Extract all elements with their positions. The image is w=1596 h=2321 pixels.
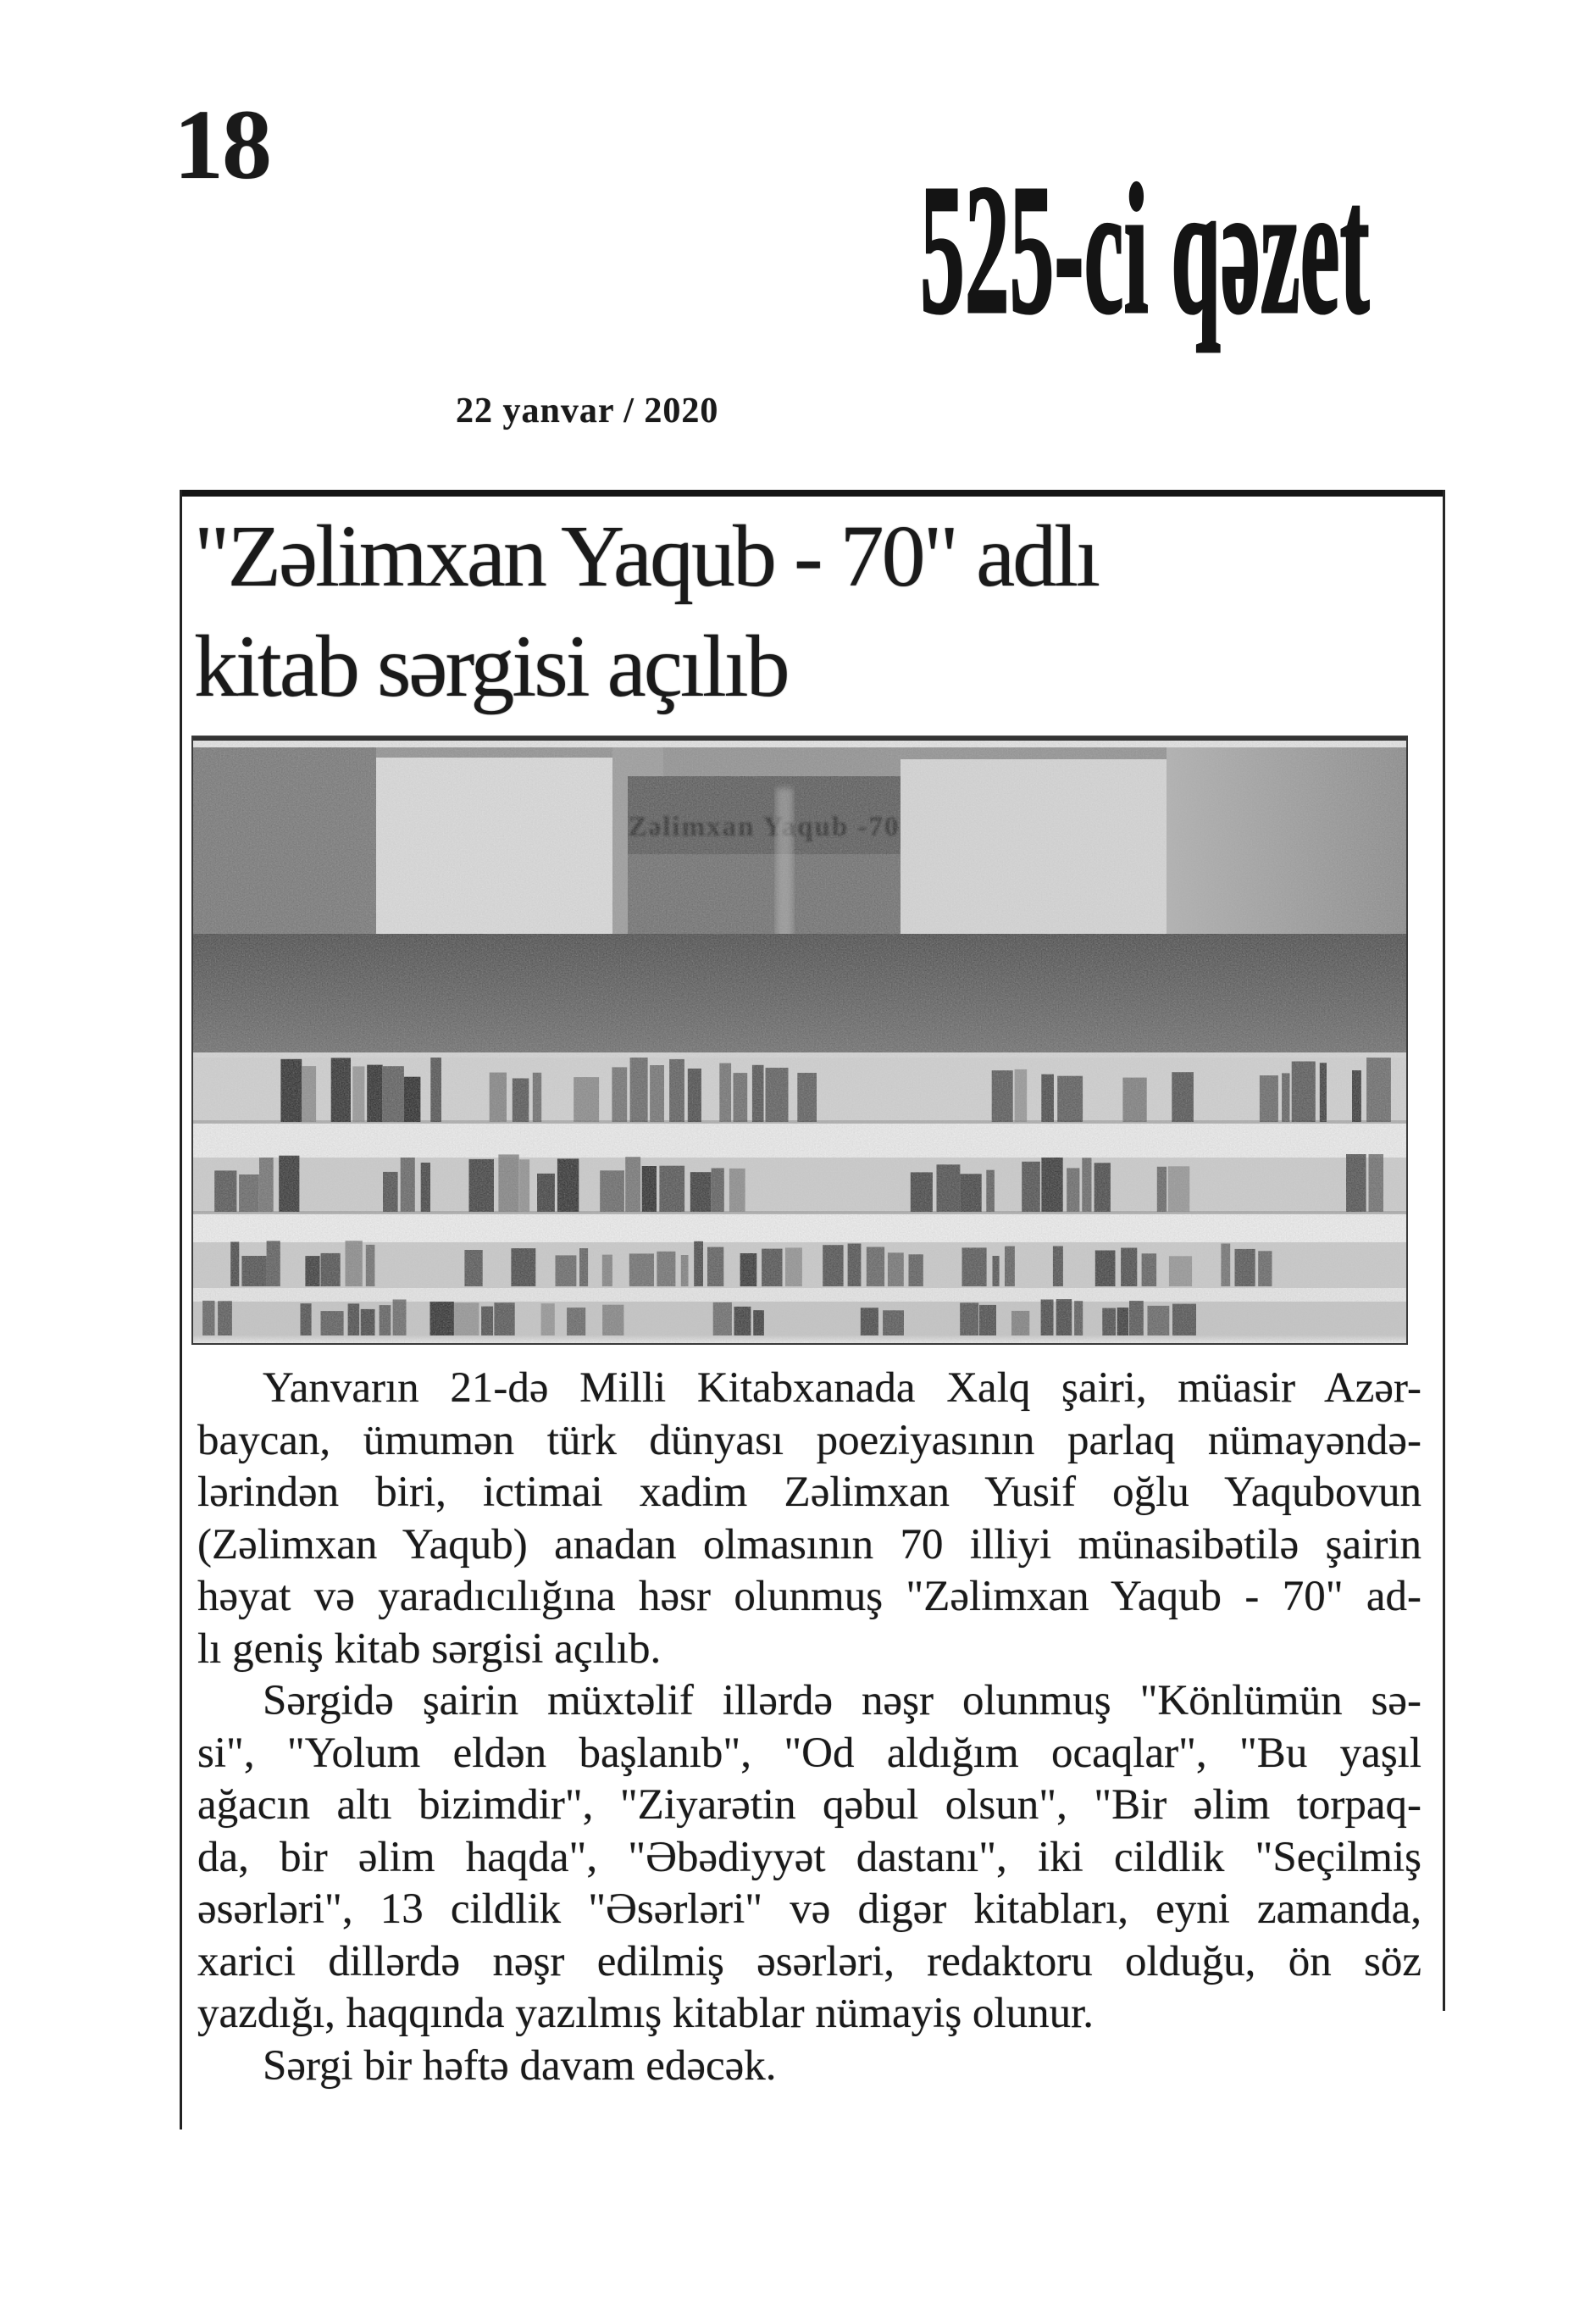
body-text-line: da, bir əlim haqda", "Əbədiyyət dastanı", iki cildlik "Seçilmiş <box>197 1833 1421 1881</box>
body-text-line: yazdığı, haqqında yazılmış kitablar nümayiş olunur. <box>197 1990 1094 2037</box>
body-paragraph-2 <box>197 1675 1421 2041</box>
body-text-line: lı geniş kitab sərgisi açılıb. <box>197 1624 662 1673</box>
body-paragraph-3 <box>197 2041 1421 2093</box>
article-border-right <box>1443 490 1445 2011</box>
exhibition-photo-svg <box>193 737 1406 1343</box>
body-text-line: Sərgi bir həftə davam edəcək. <box>263 2041 777 2090</box>
article-border-left <box>180 490 182 2129</box>
issue-date: 22 yanvar / 2020 <box>456 391 719 430</box>
article-body <box>197 1363 1421 2092</box>
headline-line: "Zəlimxan Yaqub - 70" adlı <box>194 508 1099 605</box>
headline-line: kitab sərgisi açılıb <box>194 618 788 715</box>
body-text-line: əsərləri", 13 cildlik "Əsərləri" və digər kitabları, eyni zamanda, <box>197 1885 1421 1933</box>
body-paragraph-1 <box>197 1363 1421 1675</box>
article-border-top <box>180 490 1445 497</box>
page-number: 18 <box>174 89 270 200</box>
body-text-line: (Zəlimxan Yaqub) anadan olmasının 70 illiyi münasibətilə şairin <box>197 1520 1421 1569</box>
photo-grain <box>193 737 1406 1343</box>
body-text-line: baycan, ümumən türk dünyası poeziyasının parlaq nümayəndə- <box>197 1416 1421 1464</box>
body-text-line: si", "Yolum eldən başlanıb", "Od aldığım ocaqlar", "Bu yaşıl <box>197 1729 1421 1777</box>
exhibition-photo <box>193 737 1406 1343</box>
body-text-line: ağacın altı bizimdir", "Ziyarətin qəbul olsun", "Bir əlim torpaq- <box>197 1781 1421 1829</box>
body-text-line: lərindən biri, ictimai xadim Zəlimxan Yusif oğlu Yaqubovun <box>197 1469 1421 1516</box>
body-text-line: Yanvarın 21-də Milli Kitabxanada Xalq şairi, müasir Azər- <box>263 1364 1421 1412</box>
newspaper-masthead: 525-ci qəzet <box>920 146 1370 353</box>
body-text-line: Sərgidə şairin müxtəlif illərdə nəşr olunmuş "Könlümün sə- <box>263 1677 1421 1724</box>
body-text-line: həyat və yaradıcılığına həsr olunmuş "Zəlimxan Yaqub - 70" ad- <box>197 1573 1421 1620</box>
article-headline <box>194 502 1431 722</box>
body-text-line: xarici dillərdə nəşr edilmiş əsərləri, redaktoru olduğu, ön söz <box>197 1937 1421 1985</box>
